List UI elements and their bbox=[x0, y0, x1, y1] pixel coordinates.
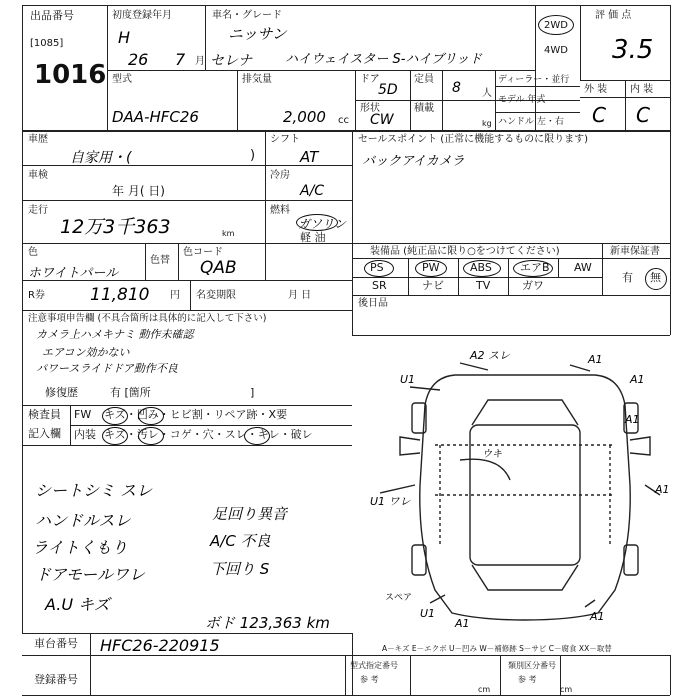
lot-label: 出品番号 bbox=[30, 9, 74, 22]
fw-scratch-circle bbox=[102, 407, 128, 425]
model-code-value: DAA-HFC26 bbox=[112, 108, 199, 126]
int-scratch-circle bbox=[102, 427, 128, 445]
inspector-label: 検査員 bbox=[28, 408, 61, 421]
mark-u1-crack: U1 ワレ bbox=[370, 495, 411, 508]
equip-aw: AW bbox=[574, 261, 592, 274]
int-dirt-circle bbox=[138, 427, 164, 445]
wave-label: ウキ bbox=[482, 449, 502, 460]
mark-a1-top: A1 bbox=[588, 353, 603, 366]
notes-label: 注意事項申告欄 (不具合箇所は具体的に記入して下さい) bbox=[28, 313, 267, 324]
maker-value: ニッサン bbox=[228, 25, 287, 43]
cc-unit: cc bbox=[338, 115, 349, 126]
grade-value: ハイウェイスター S-ハイブリッド bbox=[285, 52, 482, 67]
doors-label: ドア bbox=[360, 74, 380, 85]
comment-left-2: ハンドルスレ bbox=[35, 511, 131, 530]
plate-label: 登録番号 bbox=[34, 673, 78, 686]
handle-label: ハンドル 左・右 bbox=[498, 117, 564, 127]
comment-right-3: 下回り S bbox=[210, 560, 270, 578]
person-unit: 人 bbox=[482, 88, 492, 99]
kg-unit: kg bbox=[482, 119, 492, 128]
shape-value: CW bbox=[370, 112, 394, 128]
capacity-label: 定員 bbox=[414, 74, 434, 85]
warranty-have: 有 bbox=[622, 271, 633, 284]
odometer-note: ボド 123,363 km bbox=[205, 614, 330, 632]
model-name-value: セレナ bbox=[210, 53, 252, 69]
inspector-fw-items: キズ・凹み・ヒビ割・リペア跡・X要 bbox=[104, 408, 288, 421]
ext-label: 外 装 bbox=[584, 84, 608, 95]
color-value: ホワイトパール bbox=[28, 266, 119, 281]
ac-label: 冷房 bbox=[270, 170, 290, 181]
mark-u1-left: U1 bbox=[400, 373, 416, 386]
auction-code: [1085] bbox=[30, 38, 64, 49]
comment-left-4: ドアモールワレ bbox=[35, 565, 145, 584]
comment-left-1: シートシミ スレ bbox=[35, 481, 153, 500]
equip-abs: ABS bbox=[470, 261, 492, 274]
ext-grade-value: C bbox=[592, 103, 606, 127]
auth-ref: 参 考 bbox=[360, 675, 379, 684]
drive-2wd-circle bbox=[538, 15, 574, 35]
mark-a1-right: A1 bbox=[630, 373, 645, 386]
cm-unit-2: cm bbox=[560, 685, 573, 694]
int-wear-circle bbox=[244, 427, 270, 445]
equip-airbag: エアB bbox=[520, 261, 550, 274]
shape-label: 形状 bbox=[360, 103, 380, 114]
sales-point-label: セールスポイント (正常に機能するものに限ります) bbox=[358, 134, 589, 145]
repair-label: 修復歴 bbox=[45, 386, 78, 399]
sales-point-value: バックアイカメラ bbox=[362, 154, 465, 169]
km-unit: km bbox=[222, 229, 235, 238]
auth-label: 型式指定番号 bbox=[350, 661, 398, 670]
comment-left-5: A.U キズ bbox=[45, 595, 110, 614]
damage-legend: A－キズ E－エクボ U－凹み W－補修跡 S－サビ C－腐食 XX－取替 bbox=[382, 644, 612, 653]
equip-ps: PS bbox=[370, 261, 384, 274]
inspector-interior: 内装 bbox=[74, 428, 96, 441]
model-year-label: モデル 年式 bbox=[498, 95, 546, 105]
inspection-label: 車検 bbox=[28, 170, 48, 181]
car-diagram bbox=[360, 345, 670, 630]
repair-close: ] bbox=[250, 386, 255, 399]
displacement-value: 2,000 bbox=[283, 108, 326, 126]
equip-airbag-circle bbox=[513, 260, 553, 277]
comment-right-2: A/C 不良 bbox=[210, 532, 271, 550]
dealer-label: ディーラー・並行 bbox=[498, 75, 570, 85]
mileage-value: 12万3千363 bbox=[60, 216, 171, 238]
displacement-label: 排気量 bbox=[242, 74, 272, 85]
history-label: 車歴 bbox=[28, 134, 48, 145]
color-change-label: 色替 bbox=[150, 255, 170, 266]
name-change-value: 月 日 bbox=[288, 290, 312, 301]
mark-u1-bottom: U1 bbox=[420, 607, 436, 620]
equip-abs-circle bbox=[463, 260, 501, 277]
category-ref: 参 考 bbox=[518, 675, 537, 684]
chassis-label: 車台番号 bbox=[34, 637, 78, 650]
name-change-label: 名変期限 bbox=[196, 290, 236, 301]
warranty-none-circle bbox=[645, 268, 667, 290]
equip-pw-circle bbox=[415, 260, 447, 277]
doors-value: 5D bbox=[378, 82, 398, 98]
recycle-label: R券 bbox=[28, 290, 45, 301]
comment-right-1: 足回り異音 bbox=[212, 505, 288, 523]
equipment-label: 装備品 (純正品に限り○をつけてください) bbox=[370, 246, 560, 257]
note-line-1: カメラ上ハメキナミ 動作未確認 bbox=[36, 328, 194, 341]
equip-ps-circle bbox=[364, 260, 394, 277]
month-value: 7 bbox=[175, 50, 186, 69]
equip-gawa: ガワ bbox=[522, 279, 544, 292]
cm-unit-1: cm bbox=[478, 685, 491, 694]
score-label: 評 価 点 bbox=[595, 10, 632, 21]
drive-2wd: 2WD bbox=[544, 20, 568, 31]
mark-a1-mid: A1 bbox=[625, 413, 640, 426]
inspector-fw: FW bbox=[74, 408, 92, 421]
category-label: 類別区分番号 bbox=[508, 661, 556, 670]
color-label: 色 bbox=[28, 247, 38, 258]
fw-dent-circle bbox=[138, 407, 164, 425]
mark-a1-right-side: A1 bbox=[655, 483, 670, 496]
first-reg-label: 初度登録年月 bbox=[112, 10, 172, 21]
capacity-value: 8 bbox=[452, 80, 461, 96]
shift-value: AT bbox=[300, 148, 319, 166]
warranty-label: 新車保証書 bbox=[610, 246, 660, 257]
fuel-gas: ガソリン bbox=[298, 217, 347, 231]
int-grade-value: C bbox=[636, 103, 650, 127]
equip-pw: PW bbox=[422, 261, 440, 274]
color-code-value: QAB bbox=[200, 258, 237, 278]
equip-sr: SR bbox=[372, 279, 387, 292]
equip-navi: ナビ bbox=[422, 279, 444, 292]
comment-left-3: ライトくもり bbox=[32, 538, 128, 557]
name-label: 車名・グレード bbox=[212, 10, 282, 21]
mark-a1-bottom-right: A1 bbox=[590, 610, 605, 623]
color-code-label: 色コード bbox=[183, 247, 223, 258]
inspector-entry-label: 記入欄 bbox=[28, 427, 61, 440]
score-value: 3.5 bbox=[612, 35, 654, 65]
recycle-value: 11,810 bbox=[90, 285, 150, 305]
warranty-none: 無 bbox=[650, 271, 661, 284]
int-label: 内 装 bbox=[630, 84, 654, 95]
note-line-3: パワースライドドア動作不良 bbox=[36, 362, 178, 375]
history-close: ) bbox=[250, 148, 256, 163]
spare-label: スペア bbox=[385, 593, 413, 603]
mileage-label: 走行 bbox=[28, 205, 48, 216]
drive-4wd: 4WD bbox=[544, 45, 568, 56]
chassis-value: HFC26-220915 bbox=[100, 636, 220, 655]
shift-label: シフト bbox=[270, 134, 300, 145]
inspection-value: 年 月( 日) bbox=[112, 184, 165, 198]
month-unit: 月 bbox=[195, 56, 205, 67]
rear-seat-label: 後日品 bbox=[358, 298, 388, 309]
history-value: 自家用・( bbox=[70, 150, 132, 166]
era-value: H bbox=[118, 28, 131, 47]
mark-a2-scratch: A2 スレ bbox=[470, 349, 511, 362]
note-line-2: エアコン効かない bbox=[42, 346, 130, 359]
fuel-label: 燃料 bbox=[270, 205, 290, 216]
yen-unit: 円 bbox=[170, 290, 180, 301]
fuel-gas-circle bbox=[296, 214, 338, 231]
equip-tv: TV bbox=[476, 279, 491, 292]
mark-a1-bottom: A1 bbox=[455, 617, 470, 630]
fuel-diesel: 軽 油 bbox=[300, 231, 326, 244]
inspector-interior-items: キズ・汚レ・コゲ・穴・スレ・キレ・破レ bbox=[104, 428, 313, 441]
ac-value: A/C bbox=[300, 183, 325, 199]
repair-value: 有 [箇所 bbox=[110, 386, 151, 399]
year-value: 26 bbox=[128, 50, 149, 69]
cargo-label: 積載 bbox=[414, 103, 434, 114]
type-label: 型式 bbox=[112, 74, 132, 85]
lot-number: 1016 bbox=[34, 60, 107, 90]
